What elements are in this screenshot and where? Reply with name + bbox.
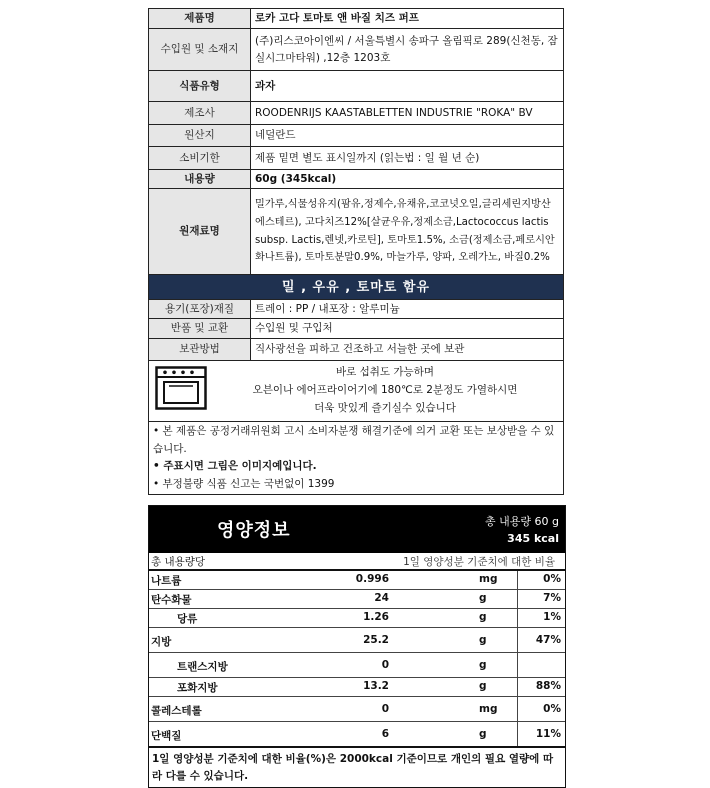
- contents-label: 내용량: [149, 170, 251, 189]
- nutrient-amount: 24: [374, 592, 389, 604]
- nutrient-percent: 0%: [543, 573, 561, 585]
- nutrient-unit: g: [479, 611, 487, 623]
- importer-value: (주)리스코아이엔씨 / 서울특별시 송파구 올림픽로 289(신천동, 잠실시그마타워) ,12층 1203호: [251, 29, 564, 71]
- total-amount: 총 내용량 60 g: [485, 515, 559, 528]
- manufacturer-label: 제조사: [149, 102, 251, 125]
- cooking-instructions: [149, 361, 564, 422]
- storage-label: 보관방법: [149, 339, 251, 361]
- nutrient-percent: 11%: [535, 728, 561, 740]
- nutrient-row-fat: [149, 628, 565, 653]
- nutrient-percent: 7%: [543, 592, 561, 604]
- nutrient-name: 트랜스지방: [177, 661, 228, 673]
- manufacturer-value: ROODENRIJS KAASTABLETTEN INDUSTRIE "ROKA" BV: [251, 102, 564, 125]
- nutrient-name: 단백질: [151, 730, 182, 742]
- nutrient-row-cholesterol: [149, 697, 565, 722]
- ingredients-label: 원재료명: [149, 189, 251, 275]
- ingredients-value: 밀가루,식물성유지(팜유,정제수,유채유,코코넛오일,글리세린지방산에스테르), 고다치즈12%[살균우유,정제소금,Lactococcus lactis subsp. Lactis,렌넷,카로틴], 토마토1.5%, 소금(정제소금,페로시안화나트륨), 토마토분말0.9%, 마늘가루, 양파, 오레가노, 바질0.2%: [251, 189, 564, 275]
- nutrient-percent: 88%: [535, 680, 561, 692]
- nutrient-name: 콜레스테롤: [151, 705, 202, 717]
- nutrition-footnote: 1일 영양성분 기준치에 대한 비율(%)은 2000kcal 기준이므로 개인의 필요 열량에 따라 다를 수 있습니다.: [149, 746, 565, 787]
- nutrient-amount: 25.2: [363, 634, 389, 646]
- oven-icon: [155, 366, 207, 410]
- per-total-label: 총 내용량당: [151, 556, 206, 568]
- cooking-line-3: 더욱 맛있게 즐기실수 있습니다: [314, 402, 456, 414]
- cooking-line-1: 바로 섭취도 가능하며: [336, 366, 434, 378]
- storage-value: 직사광선을 피하고 건조하고 서늘한 곳에 보관: [251, 339, 564, 361]
- expiry-value: 제품 밑면 별도 표시일까지 (읽는법 : 일 월 년 순): [251, 147, 564, 170]
- nutrient-row-sugars: [149, 609, 565, 628]
- daily-value-label: 1일 영양성분 기준치에 대한 비율: [403, 556, 555, 568]
- nutrient-percent: 47%: [535, 634, 561, 646]
- expiry-label: 소비기한: [149, 147, 251, 170]
- nutrient-unit: g: [479, 592, 487, 604]
- product-name-label: 제품명: [149, 9, 251, 29]
- nutrient-amount: 1.26: [363, 611, 389, 623]
- nutrient-name: 당류: [177, 613, 198, 625]
- total-kcal: 345 kcal: [507, 532, 559, 545]
- nutrient-amount: 0: [381, 659, 389, 671]
- nutrient-row-saturated-fat: [149, 678, 565, 697]
- return-label: 반품 및 교환: [149, 319, 251, 339]
- food-type-label: 식품유형: [149, 71, 251, 102]
- nutrient-amount: 0.996: [355, 573, 389, 585]
- nutrient-row-carbohydrate: [149, 590, 565, 609]
- nutrient-amount: 6: [381, 728, 389, 740]
- nutrient-unit: mg: [479, 703, 498, 715]
- note-report: • 부정불량 식품 신고는 국번없이 1399: [153, 477, 335, 490]
- nutrient-percent: 0%: [543, 703, 561, 715]
- nutrition-title: 영양정보: [217, 520, 291, 541]
- nutrient-amount: 13.2: [363, 680, 389, 692]
- nutrient-unit: g: [479, 728, 487, 740]
- food-type-value: 과자: [251, 71, 564, 102]
- nutrition-total: [485, 513, 559, 547]
- nutrient-percent: 1%: [543, 611, 561, 623]
- cooking-line-2: 오븐이나 에어프라이어기에 180℃로 2분정도 가열하시면: [252, 384, 518, 396]
- origin-value: 네덜란드: [251, 125, 564, 147]
- nutrient-unit: mg: [479, 573, 498, 585]
- nutrient-unit: g: [479, 634, 487, 646]
- allergy-banner: 밀 , 우유 , 토마토 함유: [149, 275, 564, 300]
- packaging-label: 용기(포장)재질: [149, 300, 251, 319]
- note-exchange: • 본 제품은 공정거래위원회 고시 소비자분쟁 해결기준에 의거 교환 또는 보상받을 수 있습니다.: [153, 425, 555, 455]
- nutrient-name: 포화지방: [177, 682, 218, 694]
- importer-label: 수입원 및 소재지: [149, 29, 251, 71]
- nutrient-row-trans-fat: [149, 653, 565, 678]
- nutrient-row-protein: [149, 722, 565, 746]
- nutrition-subheader: [149, 553, 565, 571]
- notes: [149, 422, 564, 495]
- nutrient-unit: g: [479, 659, 487, 671]
- nutrition-facts: [148, 505, 566, 788]
- nutrient-row-sodium: [149, 571, 565, 590]
- packaging-value: 트레이 : PP / 내포장 : 알루미늄: [251, 300, 564, 319]
- product-info-table: [148, 8, 564, 495]
- note-image: • 주표시면 그림은 이미지예입니다.: [153, 460, 317, 472]
- contents-value: 60g (345kcal): [251, 170, 564, 189]
- nutrient-name: 탄수화물: [151, 594, 192, 606]
- product-name: 로카 고다 토마토 앤 바질 치즈 퍼프: [251, 9, 564, 29]
- nutrient-unit: g: [479, 680, 487, 692]
- nutrient-name: 지방: [151, 636, 172, 648]
- nutrient-name: 나트륨: [151, 575, 182, 587]
- origin-label: 원산지: [149, 125, 251, 147]
- nutrition-header: [149, 506, 565, 553]
- return-value: 수입원 및 구입처: [251, 319, 564, 339]
- nutrient-amount: 0: [381, 703, 389, 715]
